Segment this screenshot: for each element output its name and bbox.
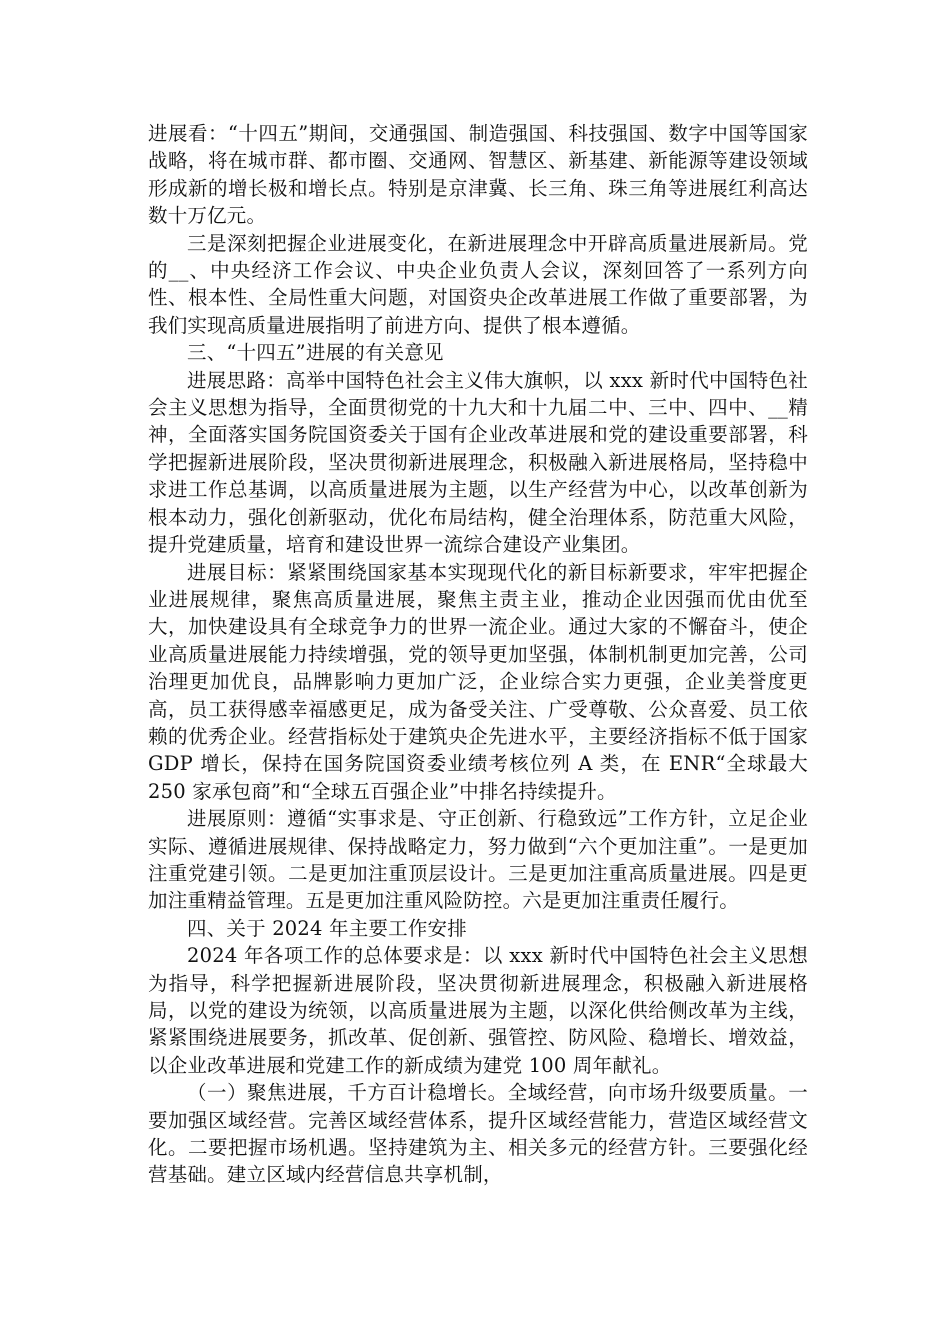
paragraph-development-principles: 进展原则：遵循“实事求是、守正创新、行稳致远”工作方针，立足企业实际、遵循进展规律、保持战略定力，努力做到“六个更加注重”。一是更加注重党建引领。二是更加注重顶层设计。三是更加注重高质量进展。四是更加注重精益管理。五是更加注重风险防控。六是更加注重责任履行。 (148, 807, 808, 913)
paragraph-focus-development: （一）聚焦进展，千方百计稳增长。全域经营，向市场升级要质量。一要加强区域经营。完善区域经营体系，提升区域经营能力，营造区域经营文化。二要把握市场机遇。坚持建筑为主、相关多元的经营方针。三要强化经营基础。建立区域内经营信息共享机制， (148, 1081, 808, 1187)
paragraph-intro: 进展看：“十四五”期间，交通强国、制造强国、科技强国、数字中国等国家战略，将在城市群、都市圈、交通网、智慧区、新基建、新能源等建设领域形成新的增长极和增长点。特别是京津冀、长三角、珠三角等进展红利高达数十万亿元。 (148, 122, 808, 228)
section-heading-four: 四、关于 2024 年主要工作安排 (187, 916, 467, 940)
document-page (148, 120, 815, 1189)
paragraph-development-thinking: 进展思路：高举中国特色社会主义伟大旗帜，以 xxx 新时代中国特色社会主义思想为指导，全面贯彻党的十九大和十九届二中、三中、四中、__精神，全面落实国务院国资委关于国有企业改革进展和党的建设重要部署，科学把握新进展阶段，坚决贯彻新进展理念，积极融入新进展格局，坚持稳中求进工作总基调，以高质量进展为主题，以生产经营为中心，以改革创新为根本动力，强化创新驱动，优化布局结构，健全治理体系，防范重大风险，提升党建质量，培育和建设世界一流综合建设产业集团。 (148, 368, 808, 557)
paragraph-development-goals: 进展目标：紧紧围绕国家基本实现现代化的新目标新要求，牢牢把握企业进展规律，聚焦高质量进展，聚焦主责主业，推动企业因强而优由优至大，加快建设具有全球竞争力的世界一流企业。通过大家的不懈奋斗，使企业高质量进展能力持续增强，党的领导更加坚强，体制机制更加完善，公司治理更加优良，品牌影响力更加广泛，企业综合实力更强，企业美誉度更高，员工获得感幸福感更足，成为备受关注、广受尊敬、公众喜爱、员工依赖的优秀企业。经营指标处于建筑央企先进水平，主要经济指标不低于国家 GDP 增长，保持在国务院国资委业绩考核位列 A 类，在 ENR“全球最大 250 家承包商”和“全球五百强企业”中排名持续提升。 (148, 560, 815, 803)
paragraph-point-three: 三是深刻把握企业进展变化，在新进展理念中开辟高质量进展新局。党的__、中央经济工作会议、中央企业负责人会议，深刻回答了一系列方向性、根本性、全局性重大问题，对国资央企改革进展工作做了重要部署，为我们实现高质量进展指明了前进方向、提供了根本遵循。 (148, 231, 808, 337)
paragraph-overall-requirements: 2024 年各项工作的总体要求是：以 xxx 新时代中国特色社会主义思想为指导，科学把握新进展阶段，坚决贯彻新进展理念，积极融入新进展格局，以党的建设为统领，以高质量进展为主题，以深化供给侧改革为主线，紧紧围绕进展要务，抓改革、促创新、强管控、防风险、稳增长、增效益，以企业改革进展和党建工作的新成绩为建党 100 周年献礼。 (148, 944, 808, 1077)
section-heading-three: 三、“十四五”进展的有关意见 (187, 341, 444, 365)
